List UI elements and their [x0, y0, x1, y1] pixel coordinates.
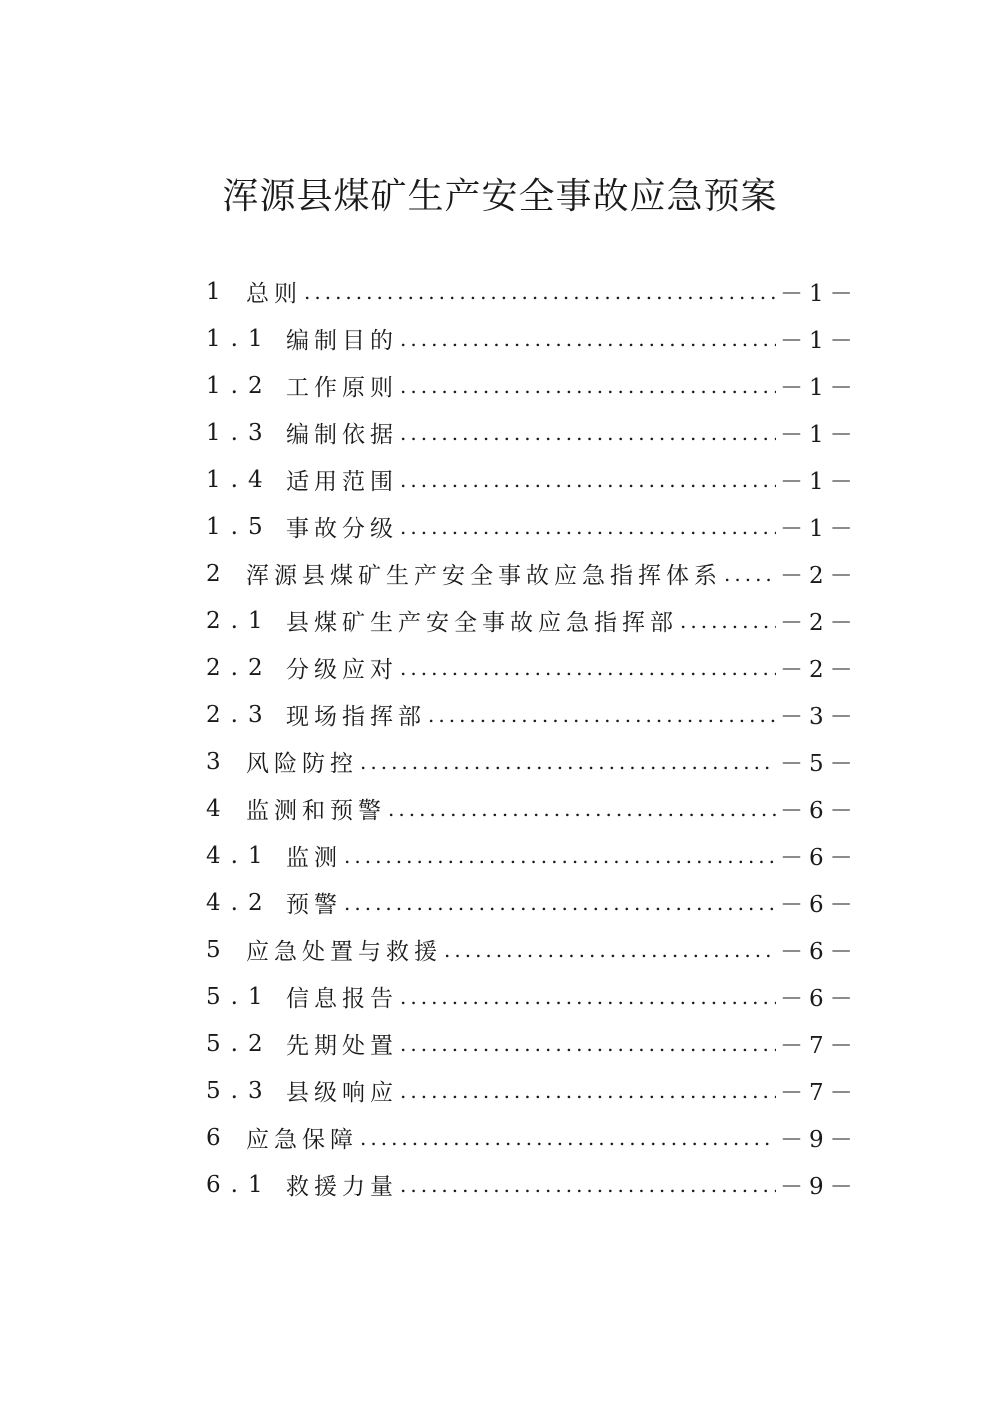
toc-entry-title: 信息报告 — [286, 986, 398, 1012]
toc-entry-title: 编制依据 — [286, 422, 398, 448]
toc-entry-title: 工作原则 — [286, 375, 398, 401]
toc-entry-number: 5.1 — [206, 983, 273, 1010]
toc-entry-page: －5－ — [780, 751, 859, 777]
toc-entry[interactable] — [206, 879, 859, 926]
toc-entry[interactable] — [206, 785, 859, 832]
toc-entry[interactable] — [206, 1020, 859, 1067]
toc-entry-page: －1－ — [780, 516, 859, 542]
toc-dot-leader — [400, 1079, 776, 1103]
toc-entry[interactable] — [206, 1067, 859, 1114]
toc-entry-title: 适用范围 — [286, 469, 398, 495]
toc-entry-number: 5.2 — [206, 1030, 273, 1057]
toc-dot-leader — [400, 468, 776, 492]
toc-entry-title: 现场指挥部 — [286, 704, 426, 730]
toc-dot-leader — [344, 891, 776, 915]
toc-entry-number: 6.1 — [206, 1171, 273, 1198]
toc-entry-title: 预警 — [286, 892, 342, 918]
toc-entry-number: 1.3 — [206, 419, 273, 446]
toc-entry-number: 1.2 — [206, 372, 273, 399]
toc-dot-leader — [304, 280, 776, 304]
toc-entry-page: －2－ — [780, 563, 859, 589]
toc-entry-number: 2.2 — [206, 654, 273, 681]
document-title: 浑源县煤矿生产安全事故应急预案 — [222, 176, 778, 217]
toc-entry-number: 1.1 — [206, 325, 273, 352]
toc-dot-leader — [724, 562, 776, 586]
toc-entry[interactable] — [206, 832, 859, 879]
toc-entry-page: －3－ — [780, 704, 859, 730]
toc-dot-leader — [400, 374, 776, 398]
toc-dot-leader — [680, 609, 776, 633]
toc-entry-page: －6－ — [780, 798, 859, 824]
toc-entry[interactable] — [206, 597, 859, 644]
toc-entry-page: －9－ — [780, 1174, 859, 1200]
toc-entry-title: 总则 — [246, 281, 302, 307]
toc-dot-leader — [400, 515, 776, 539]
toc-entry[interactable] — [206, 503, 859, 550]
toc-entry-title: 浑源县煤矿生产安全事故应急指挥体系 — [246, 563, 722, 589]
toc-entry-number: 2.3 — [206, 701, 273, 728]
toc-dot-leader — [400, 1032, 776, 1056]
toc-entry-title: 编制目的 — [286, 328, 398, 354]
toc-entry-number: 6 — [206, 1124, 231, 1151]
toc-entry[interactable] — [206, 738, 859, 785]
toc-entry-title: 应急处置与救援 — [246, 939, 442, 965]
toc-entry-title: 事故分级 — [286, 516, 398, 542]
toc-entry-title: 先期处置 — [286, 1033, 398, 1059]
toc-entry-page: －7－ — [780, 1033, 859, 1059]
toc-entry[interactable] — [206, 691, 859, 738]
toc-dot-leader — [360, 1126, 776, 1150]
toc-entry-title: 救援力量 — [286, 1174, 398, 1200]
toc-entry-number: 4.2 — [206, 889, 273, 916]
toc-dot-leader — [400, 1173, 776, 1197]
toc-entry-number: 4.1 — [206, 842, 273, 869]
toc-entry-number: 2.1 — [206, 607, 273, 634]
toc-entry[interactable] — [206, 456, 859, 503]
toc-entry[interactable] — [206, 926, 859, 973]
toc-entry-title: 分级应对 — [286, 657, 398, 683]
toc-dot-leader — [400, 985, 776, 1009]
toc-dot-leader — [428, 703, 776, 727]
toc-entry-title: 监测 — [286, 845, 342, 871]
toc-entry-page: －2－ — [780, 657, 859, 683]
toc-entry-page: －2－ — [780, 610, 859, 636]
toc-entry-page: －1－ — [780, 422, 859, 448]
toc-entry-title: 县煤矿生产安全事故应急指挥部 — [286, 610, 678, 636]
toc-entry-title: 应急保障 — [246, 1127, 358, 1153]
toc-entry[interactable] — [206, 315, 859, 362]
toc-entry-title: 监测和预警 — [246, 798, 386, 824]
toc-entry-page: －1－ — [780, 469, 859, 495]
toc-entry-number: 5 — [206, 936, 231, 963]
toc-entry-page: －6－ — [780, 845, 859, 871]
toc-dot-leader — [360, 750, 776, 774]
toc-dot-leader — [344, 844, 776, 868]
toc-entry-title: 县级响应 — [286, 1080, 398, 1106]
toc-entry-page: －6－ — [780, 892, 859, 918]
toc-entry-page: －1－ — [780, 375, 859, 401]
toc-entry[interactable] — [206, 409, 859, 456]
toc-dot-leader — [400, 327, 776, 351]
toc-entry-number: 5.3 — [206, 1077, 273, 1104]
toc-dot-leader — [400, 656, 776, 680]
toc-entry[interactable] — [206, 644, 859, 691]
toc-entry-page: －6－ — [780, 986, 859, 1012]
toc-entry-number: 3 — [206, 748, 231, 775]
toc-dot-leader — [388, 797, 776, 821]
toc-entry[interactable] — [206, 1161, 859, 1208]
toc-entry[interactable] — [206, 1114, 859, 1161]
toc-entry-page: －7－ — [780, 1080, 859, 1106]
toc-entry-number: 1.4 — [206, 466, 273, 493]
toc-dot-leader — [444, 938, 776, 962]
table-of-contents — [206, 268, 859, 1208]
toc-entry-title: 风险防控 — [246, 751, 358, 777]
toc-dot-leader — [400, 421, 776, 445]
toc-entry-number: 1 — [206, 278, 231, 305]
toc-entry[interactable] — [206, 550, 859, 597]
toc-entry-page: －6－ — [780, 939, 859, 965]
toc-entry-number: 2 — [206, 560, 231, 587]
toc-entry-number: 4 — [206, 795, 231, 822]
toc-entry[interactable] — [206, 362, 859, 409]
toc-entry[interactable] — [206, 973, 859, 1020]
toc-entry-page: －1－ — [780, 328, 859, 354]
toc-entry-page: －1－ — [780, 281, 859, 307]
toc-entry[interactable] — [206, 268, 859, 315]
toc-entry-page: －9－ — [780, 1127, 859, 1153]
toc-entry-number: 1.5 — [206, 513, 273, 540]
